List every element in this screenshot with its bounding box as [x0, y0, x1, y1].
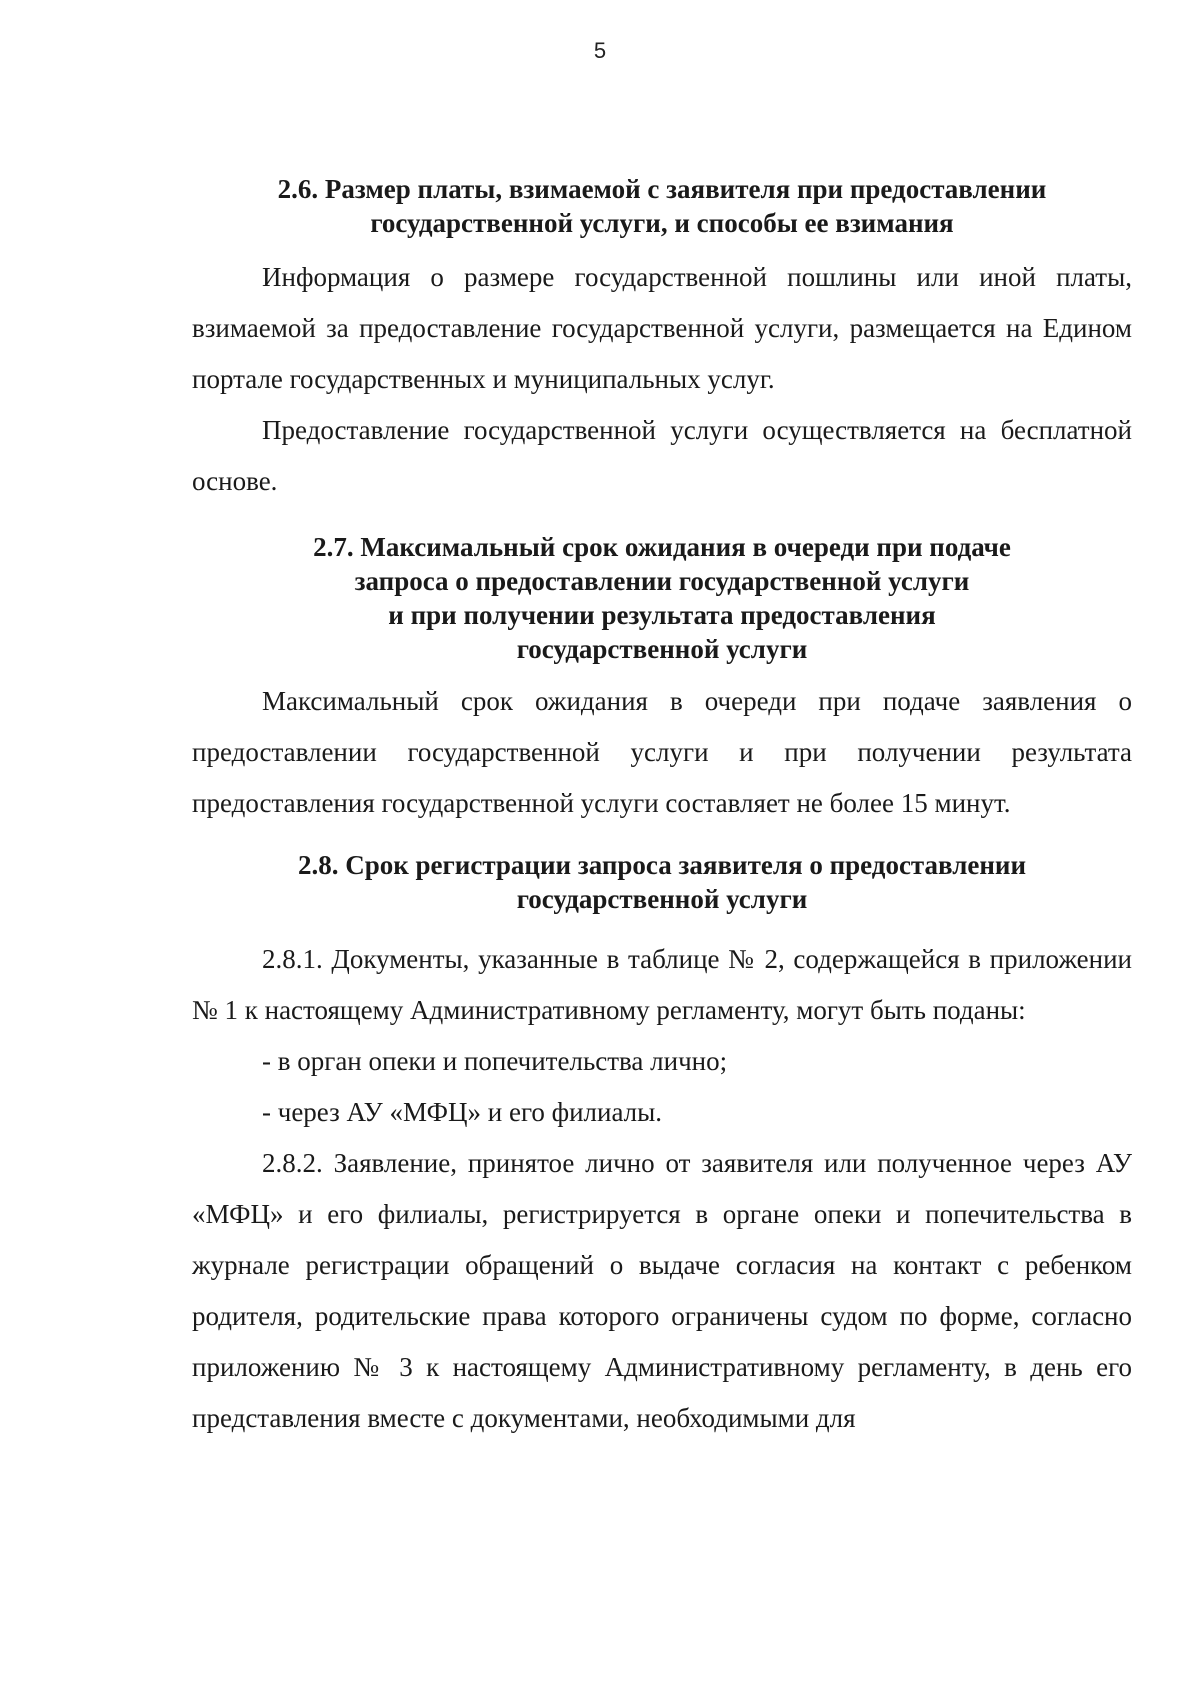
paragraph: Информация о размере государственной пошлины или иной платы, взимаемой за предоставление государственной услуги, размещается на Едином портале государственных и муниципальных услуг. — [192, 262, 1132, 394]
section-heading-line: 2.7. Максимальный срок ожидания в очереди при подаче — [313, 532, 1011, 562]
paragraph: 2.8.2. Заявление, принятое лично от заявителя или полученное через АУ «МФЦ» и его филиалы, регистрируется в органе опеки и попечительства в журнале регистрации обращений о выдаче согласия на контакт с ребенком родителя, родительские права которого ограничены судом по форме, согласно приложению № 3 к настоящему Административному регламенту, в день его представления вместе с документами, необходимыми для — [192, 1148, 1132, 1433]
paragraph: 2.8.1. Документы, указанные в таблице № 2, содержащейся в приложении № 1 к настоящему Административному регламенту, могут быть поданы: — [192, 944, 1132, 1025]
list-item: - через АУ «МФЦ» и его филиалы. — [262, 1097, 663, 1127]
paragraph: Предоставление государственной услуги осуществляется на бесплатной основе. — [192, 415, 1132, 496]
page-number: 5 — [593, 38, 607, 63]
paragraph: Максимальный срок ожидания в очереди при подаче заявления о предоставлении государственной услуги и при получении результата предоставления государственной услуги составляет не более 15 минут. — [192, 686, 1132, 818]
section-heading-line: государственной услуги — [516, 884, 808, 914]
section-heading-line: и при получении результата предоставления — [388, 600, 936, 630]
section-2-6-body — [192, 252, 1132, 507]
section-2-7 — [192, 530, 1132, 666]
section-heading-line: 2.6. Размер платы, взимаемой с заявителя при предоставлении — [277, 174, 1047, 204]
section-2-8 — [192, 848, 1132, 916]
list-item: - в орган опеки и попечительства лично; — [262, 1046, 728, 1076]
section-heading-line: 2.8. Срок регистрации запроса заявителя о предоставлении — [297, 850, 1027, 880]
section-heading-line: запроса о предоставлении государственной услуги — [354, 566, 970, 596]
section-2-7-body — [192, 676, 1132, 829]
section-heading-line: государственной услуги — [516, 634, 808, 664]
section-heading-line: государственной услуги, и способы ее взимания — [370, 208, 954, 238]
section-2-6 — [192, 172, 1132, 240]
section-2-8-body — [192, 934, 1132, 1444]
